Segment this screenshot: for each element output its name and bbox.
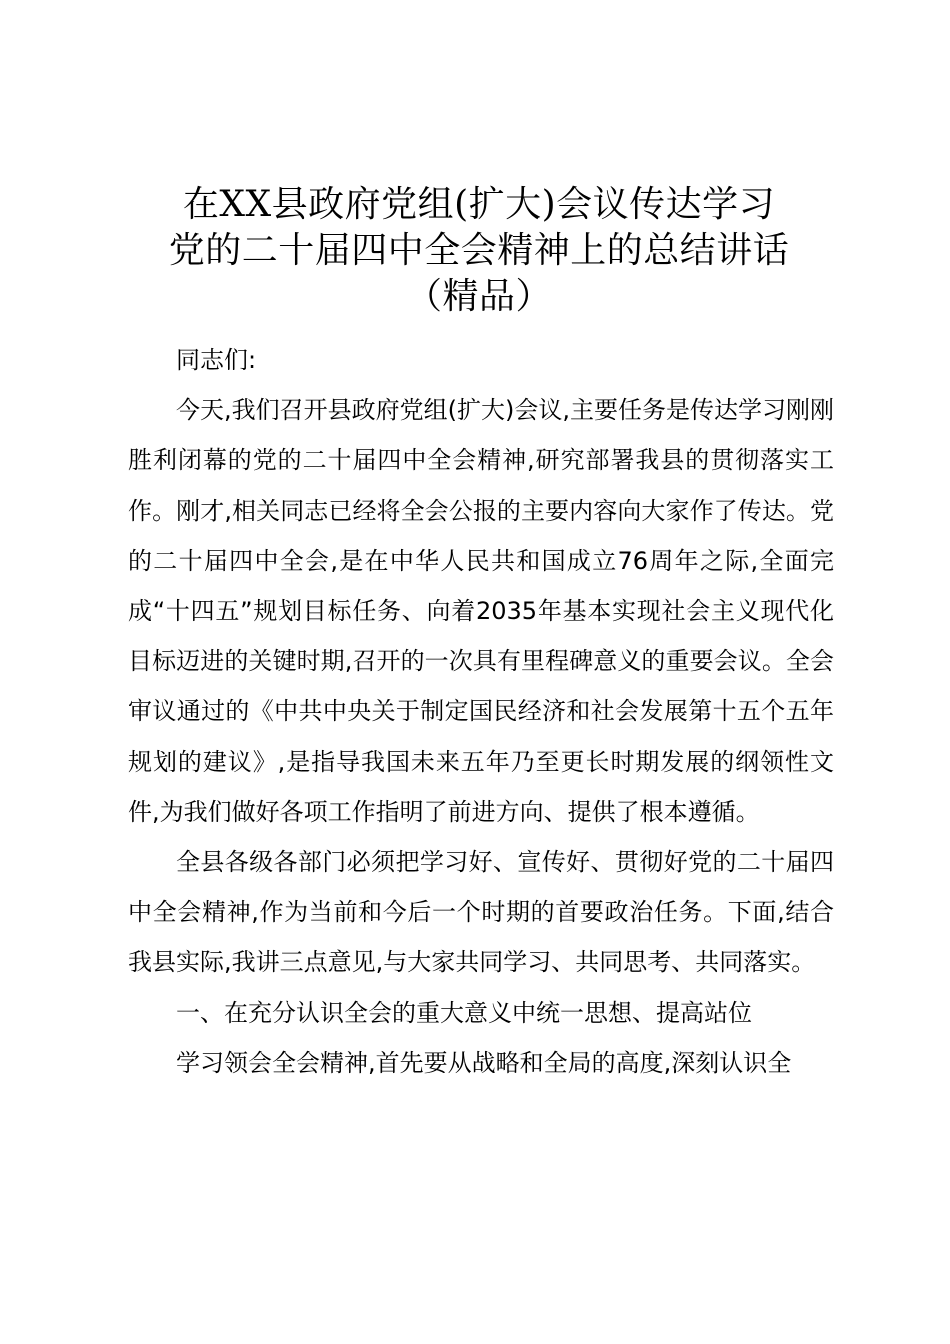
section-paragraph-1: 学习领会全会精神,首先要从战略和全局的高度,深刻认识全 <box>176 1048 792 1077</box>
salutation: 同志们: <box>176 346 257 374</box>
document-body <box>128 335 834 1088</box>
section-heading-1: 一、在充分认识全会的重大意义中统一思想、提高站位 <box>176 998 752 1027</box>
document-title <box>120 182 838 320</box>
title-line-1: 在XX县政府党组(扩大)会议传达学习 <box>182 184 776 225</box>
paragraph-2: 全县各级各部门必须把学习好、宣传好、贯彻好党的二十届四中全会精神,作为当前和今后一个时期的首要政治任务。下面,结合我县实际,我讲三点意见,与大家共同学习、共同思考、共同落实。 <box>128 848 834 977</box>
paragraph-1: 今天,我们召开县政府党组(扩大)会议,主要任务是传达学习刚刚胜利闭幕的党的二十届四中全会精神,研究部署我县的贯彻落实工作。刚才,相关同志已经将全会公报的主要内容向大家作了传达。党的二十届四中全会,是在中华人民共和国成立76周年之际,全面完成“十四五”规划目标任务、向着2035年基本实现社会主义现代化目标迈进的关键时期,召开的一次具有里程碑意义的重要会议。全会审议通过的《中共中央关于制定国民经济和社会发展第十五个五年规划的建议》,是指导我国未来五年乃至更长时期发展的纲领性文件,为我们做好各项工作指明了前进方向、提供了根本遵循。 <box>128 396 834 826</box>
title-line-3: （精品） <box>405 276 552 317</box>
title-line-2: 党的二十届四中全会精神上的总结讲话 <box>168 230 790 271</box>
